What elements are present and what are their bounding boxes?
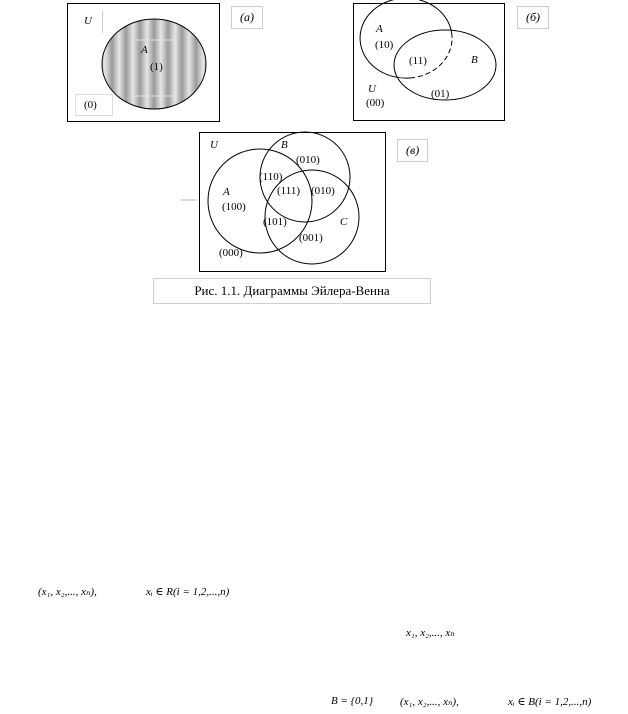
set-a-label: A [141, 44, 148, 56]
formula-tuple-2: (x₁, x₂,..., xₙ), [400, 696, 459, 708]
figure-c-tag: (в) [397, 139, 428, 162]
code-010-right: (010) [311, 185, 335, 197]
formula-tuple-1: (x₁, x₂,..., xₙ), [38, 586, 97, 598]
figure-caption: Рис. 1.1. Диаграммы Эйлера-Венна [153, 278, 431, 304]
code-100: (100) [222, 201, 246, 213]
code-001: (001) [299, 232, 323, 244]
universe-label-b: U [368, 83, 376, 95]
code-000: (000) [219, 247, 243, 259]
set-a-label-b: A [376, 23, 383, 35]
code-00: (00) [366, 97, 385, 109]
code-11: (11) [409, 55, 427, 67]
code-101: (101) [263, 216, 287, 228]
formula-condition-2: xᵢ ∈ B(i = 1,2,...,n) [508, 696, 592, 708]
set-c-label-c: C [340, 216, 348, 228]
set-a-label-c: A [223, 186, 230, 198]
code-01: (01) [431, 88, 450, 100]
universe-label-c: U [210, 139, 218, 151]
code-110: (110) [259, 171, 283, 183]
code-outside-a: (0) [84, 99, 97, 111]
formula-set-b: B = {0,1} [331, 695, 374, 707]
figure-b-tag: (б) [517, 6, 549, 29]
set-b-label-c: B [281, 139, 288, 151]
set-b-label-b: B [471, 54, 478, 66]
formula-sequence: x₁, x₂,..., xₙ [406, 627, 455, 639]
figure-a-tag: (a) [231, 6, 263, 29]
code-inside-a: (1) [150, 61, 163, 73]
code-111: (111) [277, 185, 301, 197]
code-10: (10) [375, 39, 394, 51]
code-010-top: (010) [296, 154, 320, 166]
formula-condition-1: xᵢ ∈ R(i = 1,2,...,n) [146, 586, 230, 598]
universe-label-a: U [84, 15, 92, 27]
